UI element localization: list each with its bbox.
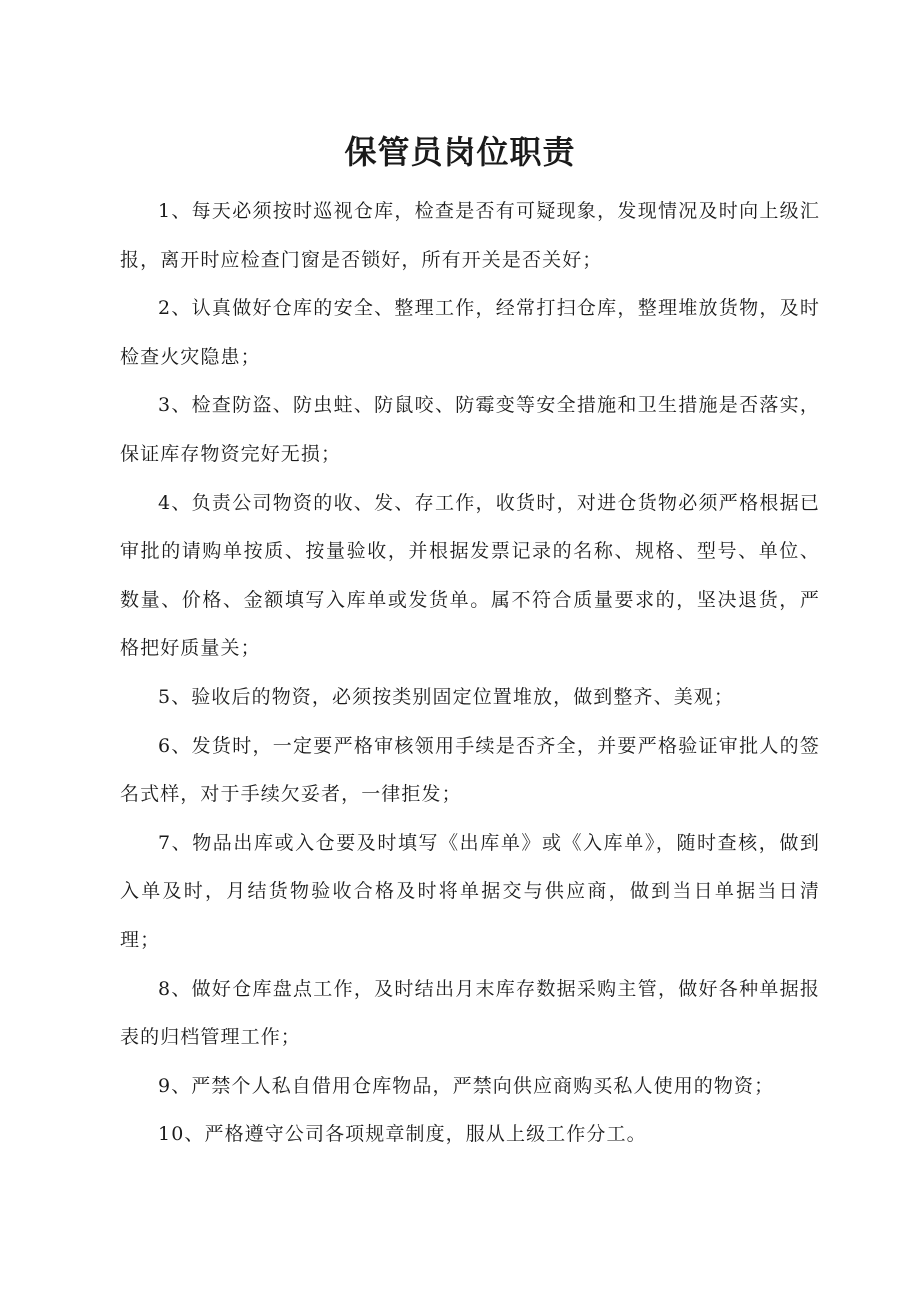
duty-item-4: 4、负责公司物资的收、发、存工作，收货时，对进仓货物必须严格根据已审批的请购单按质、按量验收，并根据发票记录的名称、规格、型号、单位、数量、价格、金额填写入库单或发货单。属不符合质量要求的，坚决退货，严格把好质量关；	[120, 491, 820, 660]
duty-item-7: 7、物品出库或入仓要及时填写《出库单》或《入库单》，随时查核，做到入单及时，月结货物验收合格及时将单据交与供应商，做到当日单据当日清理；	[120, 831, 820, 951]
duty-item-6: 6、发货时，一定要严格审核领用手续是否齐全，并要严格验证审批人的签名式样，对于手续欠妥者，一律拒发；	[120, 734, 820, 806]
document-body	[120, 187, 820, 1159]
document-title: 保管员岗位职责	[344, 133, 576, 171]
duty-item-8: 8、做好仓库盘点工作，及时结出月末库存数据采购主管，做好各种单据报表的归档管理工作；	[120, 977, 820, 1049]
duty-item-9: 9、严禁个人私自借用仓库物品，严禁向供应商购买私人使用的物资；	[158, 1074, 775, 1097]
duty-item-1: 1、每天必须按时巡视仓库，检查是否有可疑现象，发现情况及时向上级汇报，离开时应检查门窗是否锁好，所有开关是否关好；	[120, 200, 820, 271]
duty-item-2: 2、认真做好仓库的安全、整理工作，经常打扫仓库，整理堆放货物，及时检查火灾隐患；	[120, 297, 820, 368]
duty-item-3: 3、检查防盗、防虫蛀、防鼠咬、防霉变等安全措施和卫生措施是否落实，保证库存物资完好无损；	[120, 394, 820, 465]
duty-item-10: 10、严格遵守公司各项规章制度，服从上级工作分工。	[158, 1123, 647, 1146]
duty-item-5: 5、验收后的物资，必须按类别固定位置堆放，做到整齐、美观；	[158, 685, 734, 708]
